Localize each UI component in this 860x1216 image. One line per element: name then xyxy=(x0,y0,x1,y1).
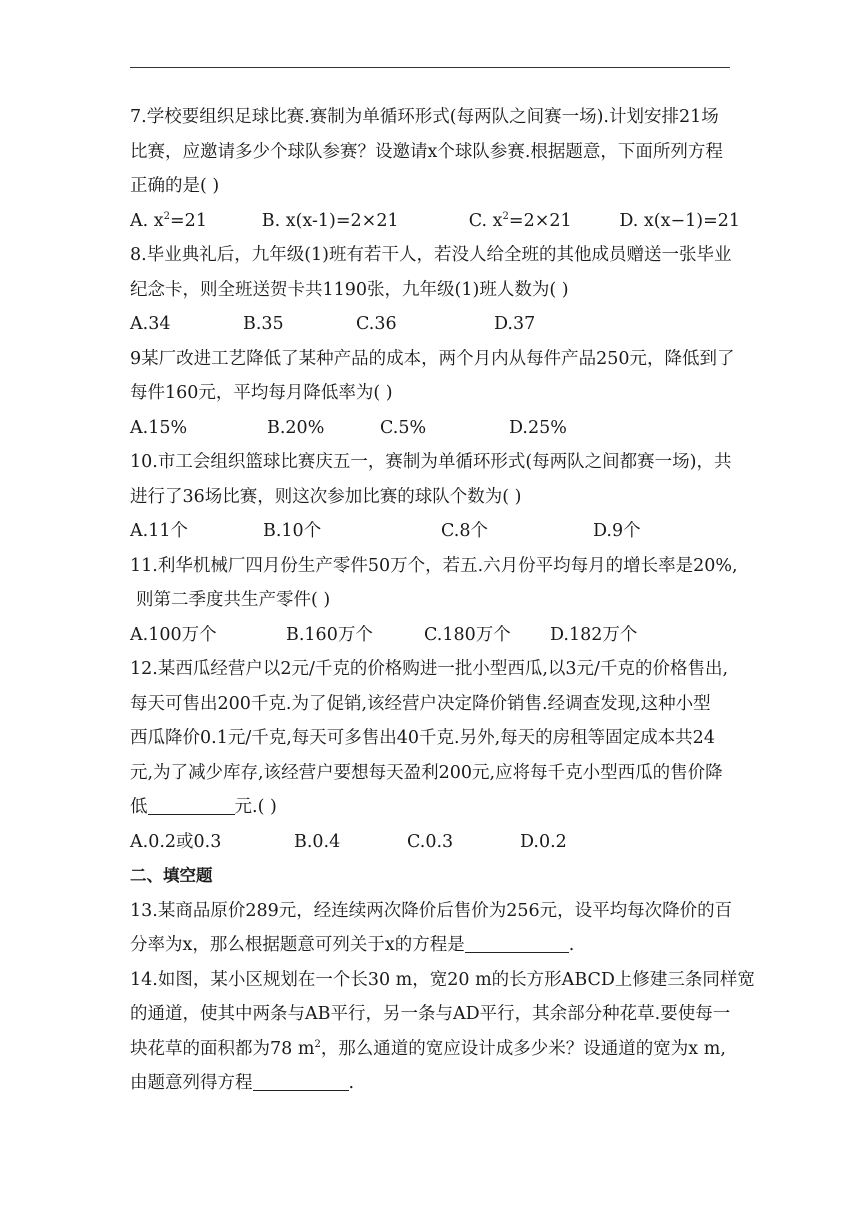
question-12-line-2: 每天可售出200千克.为了促销,该经营户决定降价销售.经调查发现,这种小型 xyxy=(130,693,711,714)
answer-blank xyxy=(253,1072,349,1091)
option-b: B. x(x-1)=2×21 xyxy=(261,210,399,231)
question-10-line-2: 进行了36场比赛，则这次参加比赛的球队个数为( ) xyxy=(130,486,522,507)
question-11-line-2: 则第二季度共生产零件( ) xyxy=(136,590,331,610)
option-a: A.0.2或0.3 xyxy=(130,831,222,852)
option-d: D. x(x−1)=21 xyxy=(619,210,740,231)
answer-blank xyxy=(465,934,569,953)
question-9-line-1: 9某厂改进工艺降低了某种产品的成本，两个月内从每件产品250元，降低到了 xyxy=(130,348,735,369)
question-10-options xyxy=(130,514,740,549)
section-heading: 二、填空题 xyxy=(130,866,213,885)
option-d: D.37 xyxy=(494,314,536,334)
question-12-line-4: 元,为了减少库存,该经营户要想每天盈利200元,应将每千克小型西瓜的售价降 xyxy=(130,762,723,783)
question-12-line-1: 12.某西瓜经营户以2元/千克的价格购进一批小型西瓜,以3元/千克的价格售出, xyxy=(130,659,729,679)
question-10-line-1: 10.市工会组织篮球比赛庆五一，赛制为单循环形式(每两队之间都赛一场)，共 xyxy=(130,452,732,472)
question-13 xyxy=(130,894,740,963)
document-page xyxy=(130,100,755,1101)
option-c: C.36 xyxy=(356,314,397,334)
question-12-options xyxy=(130,825,740,860)
option-b: B.20% xyxy=(267,417,325,438)
question-7-line-2: 比赛，应邀请多少个球队参赛？设邀请x个球队参赛.根据题意，下面所列方程 xyxy=(130,141,723,162)
question-7 xyxy=(130,100,740,238)
question-12-line-3: 西瓜降价0.1元/千克,每天可多售出40千克.另外,每天的房租等固定成本共24 xyxy=(130,728,715,748)
question-13-line-1: 13.某商品原价289元，经连续两次降价后售价为256元，设平均每次降价的百 xyxy=(130,900,733,921)
option-c: C.180万个 xyxy=(424,624,511,645)
option-d: D.25% xyxy=(509,417,567,438)
option-a: A.34 xyxy=(130,314,171,334)
header-rule xyxy=(130,67,730,68)
question-11 xyxy=(130,549,740,653)
option-d: D.9个 xyxy=(593,521,641,541)
option-a: A. $x^2=21$ xyxy=(130,210,207,231)
question-11-options xyxy=(130,618,740,653)
question-7-options xyxy=(130,204,740,239)
question-9-line-2: 每件160元，平均每月降低率为( ) xyxy=(130,383,393,403)
question-8-line-2: 纪念卡，则全班送贺卡共1190张，九年级(1)班人数为( ) xyxy=(130,279,569,300)
question-13-line-2: 分率为x，那么根据题意可列关于x的方程是 . xyxy=(130,935,575,955)
option-d: D.0.2 xyxy=(520,831,567,852)
option-d: D.182万个 xyxy=(550,624,638,645)
question-14-line-1: 14.如图，某小区规划在一个长30 m，宽20 m的长方形ABCD上修建三条同样宽 xyxy=(130,969,755,990)
option-b: B.0.4 xyxy=(294,831,341,852)
question-8 xyxy=(130,238,740,342)
question-12-line-5: 低 元.( ) xyxy=(130,797,277,817)
question-9-options xyxy=(130,411,740,446)
option-a: A.100万个 xyxy=(130,624,217,645)
option-b: B.160万个 xyxy=(286,624,373,645)
question-9 xyxy=(130,342,740,446)
question-14-line-3: 块花草的面积都为78 $m^2$，那么通道的宽应设计成多少米？设通道的宽为x m, xyxy=(130,1038,726,1059)
option-b: B.10个 xyxy=(263,521,322,541)
option-c: C.8个 xyxy=(441,521,488,541)
question-8-line-1: 8.毕业典礼后，九年级(1)班有若干人，若没人给全班的其他成员赠送一张毕业 xyxy=(130,245,732,265)
answer-blank xyxy=(148,796,235,815)
question-10 xyxy=(130,445,740,549)
option-c: C.5% xyxy=(380,417,427,438)
question-7-line-3: 正确的是( ) xyxy=(130,176,220,196)
option-b: B.35 xyxy=(243,314,284,334)
question-14-line-2: 的通道，使其中两条与AB平行，另一条与AD平行，其余部分种花草.要使每一 xyxy=(130,1004,731,1024)
question-14 xyxy=(130,963,755,1101)
question-11-line-1: 11.利华机械厂四月份生产零件50万个，若五.六月份平均每月的增长率是20%, xyxy=(130,555,738,576)
option-a: A.11个 xyxy=(130,521,188,541)
option-a: A.15% xyxy=(130,417,188,438)
question-7-line-1: 7.学校要组织足球比赛.赛制为单循环形式(每两队之间赛一场).计划安排21场 xyxy=(130,107,719,127)
option-c: C.0.3 xyxy=(407,831,454,852)
option-c: C. $x^2=2\times 21$ xyxy=(468,210,572,231)
question-12 xyxy=(130,652,740,859)
question-8-options xyxy=(130,307,740,342)
question-14-line-4: 由题意列得方程 . xyxy=(130,1073,355,1093)
